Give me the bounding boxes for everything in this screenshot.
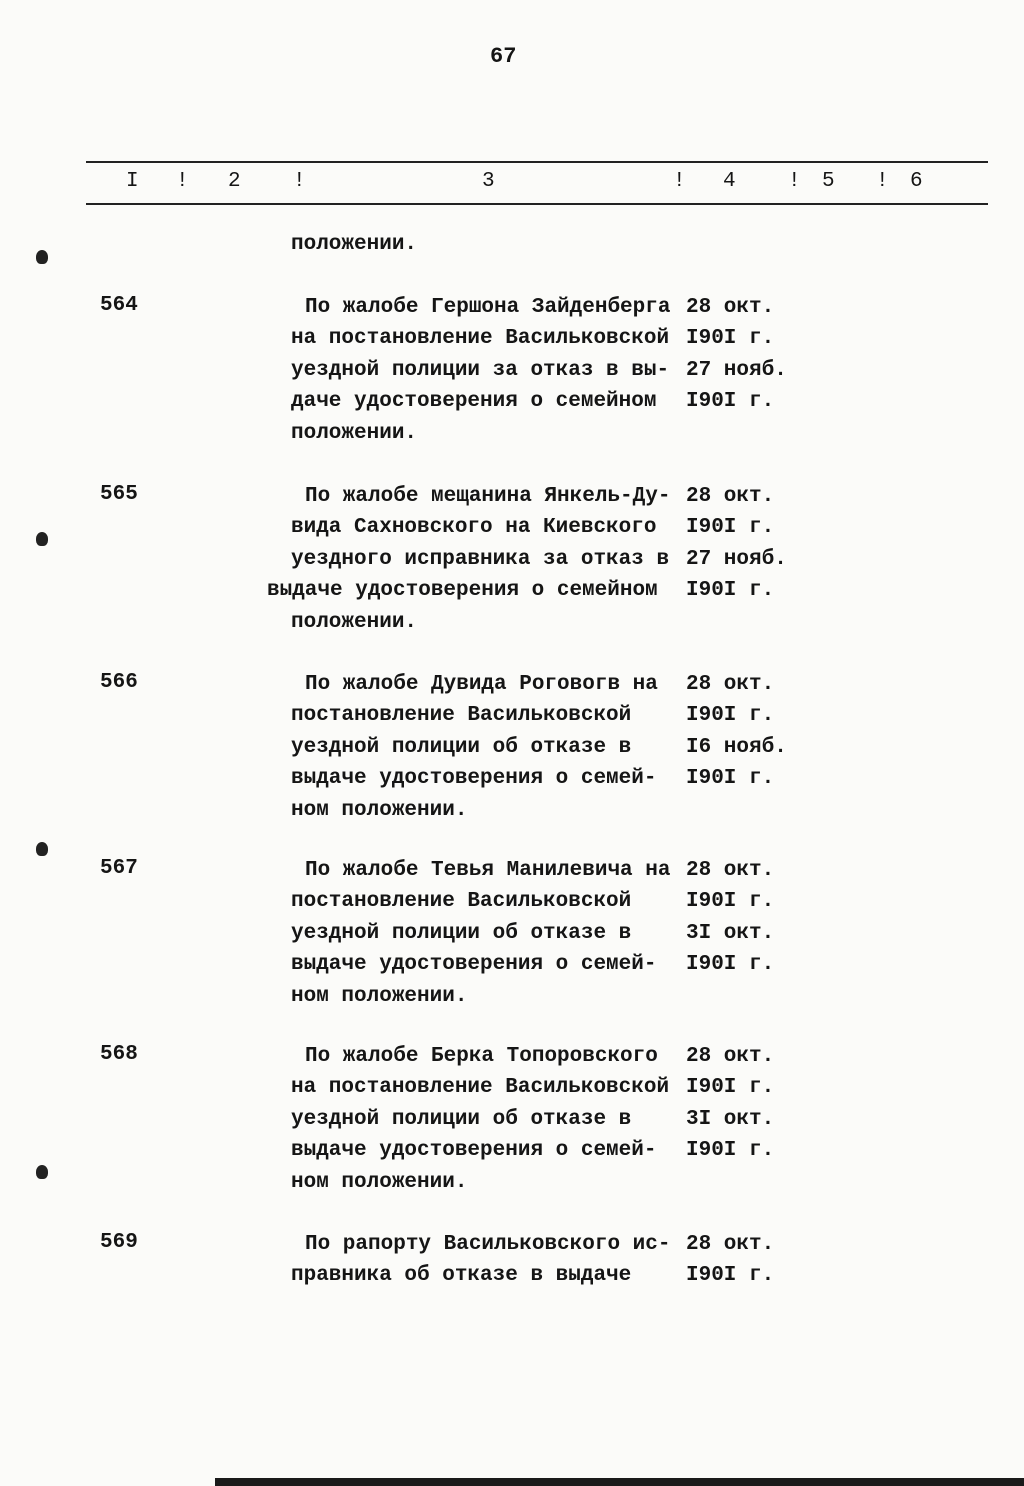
- entry-date-line: 28 окт.: [686, 859, 775, 882]
- page-edge-shadow: [215, 1478, 1024, 1486]
- entry-description-line: По жалобе Тевья Манилевича на: [305, 859, 671, 882]
- column-header: 2: [228, 170, 241, 193]
- entry-description-line: По рапорту Васильковского ис-: [305, 1233, 671, 1256]
- column-separator: !: [176, 170, 189, 193]
- entry-description-line: По жалобе Гершона Зайденберга: [305, 296, 671, 319]
- entry-description-line: ном положении.: [291, 984, 468, 1008]
- entry-description-line: на постановление Васильковской: [291, 327, 670, 351]
- entry-date-line: 3I окт.: [686, 921, 775, 945]
- entry-description-line: ном положении.: [291, 1170, 468, 1194]
- binding-hole-mark: [36, 250, 48, 264]
- entry-description-line: выдаче удостоверения о семей-: [291, 953, 657, 977]
- entry-description-line: постановление Васильковской: [291, 704, 632, 728]
- entry-description-line: уездной полиции об отказе в: [291, 735, 632, 759]
- entry-description-line: По жалобе Берка Топоровского: [305, 1045, 658, 1068]
- entry-date-line: I90I г.: [686, 1264, 775, 1288]
- binding-hole-mark: [36, 842, 48, 856]
- entry-date-line: 28 окт.: [686, 1233, 775, 1256]
- column-header: 3: [482, 170, 495, 193]
- entry-date-line: I90I г.: [686, 767, 775, 791]
- entry-date-line: I90I г.: [686, 704, 775, 728]
- entry-date-line: 28 окт.: [686, 485, 775, 508]
- entry-description-line: уездного исправника за отказ в: [291, 547, 670, 571]
- entry-description-line: правника об отказе в выдаче: [291, 1264, 632, 1288]
- entry-date-line: I90I г.: [686, 516, 775, 540]
- page-number: 67: [490, 44, 517, 69]
- entry-date-line: I90I г.: [686, 390, 775, 414]
- column-header: 4: [723, 170, 736, 193]
- entry-description-line: ном положении.: [291, 798, 468, 822]
- entry-description-line: положении.: [291, 610, 418, 634]
- entry-description-line: уездной полиции об отказе в: [291, 1107, 632, 1131]
- column-separator: !: [788, 170, 801, 193]
- binding-hole-mark: [36, 532, 48, 546]
- entry-date-line: I6 нояб.: [686, 735, 787, 759]
- column-header: 5: [822, 170, 835, 193]
- continuation-text: положении.: [291, 233, 418, 256]
- entry-date-line: 28 окт.: [686, 673, 775, 696]
- header-rule-bottom: [86, 203, 988, 205]
- column-header: 6: [910, 170, 923, 193]
- entry-description-line: даче удостоверения о семейном: [291, 390, 657, 414]
- entry-date-line: I90I г.: [686, 579, 775, 603]
- entry-date-line: I90I г.: [686, 327, 775, 351]
- entry-number: 568: [100, 1043, 138, 1066]
- entry-description-line: выдаче удостоверения о семей-: [291, 1139, 657, 1163]
- entry-date-line: 28 окт.: [686, 1045, 775, 1068]
- entry-number: 569: [100, 1231, 138, 1254]
- entry-description-line: положении.: [291, 421, 418, 445]
- entry-number: 565: [100, 483, 138, 506]
- entry-date-line: 28 окт.: [686, 296, 775, 319]
- entry-number: 566: [100, 671, 138, 694]
- entry-date-line: 27 нояб.: [686, 547, 787, 571]
- entry-number: 564: [100, 294, 138, 317]
- entry-date-line: 27 нояб.: [686, 358, 787, 382]
- entry-description-line: По жалобе мещанина Янкель-Ду-: [305, 485, 671, 508]
- column-header: I: [126, 170, 139, 193]
- binding-hole-mark: [36, 1165, 48, 1179]
- entry-description-line: на постановление Васильковской: [291, 1076, 670, 1100]
- entry-description-line: уездной полиции об отказе в: [291, 921, 632, 945]
- column-separator: !: [876, 170, 889, 193]
- entry-number: 567: [100, 857, 138, 880]
- entry-date-line: I90I г.: [686, 890, 775, 914]
- entry-date-line: I90I г.: [686, 953, 775, 977]
- column-separator: !: [293, 170, 306, 193]
- entry-date-line: I90I г.: [686, 1076, 775, 1100]
- entry-description-line: уездной полиции за отказ в вы-: [291, 358, 670, 382]
- entry-date-line: I90I г.: [686, 1139, 775, 1163]
- entry-description-line: выдаче удостоверения о семейном: [267, 579, 658, 603]
- entry-date-line: 3I окт.: [686, 1107, 775, 1131]
- entry-description-line: выдаче удостоверения о семей-: [291, 767, 657, 791]
- header-rule-top: [86, 161, 988, 163]
- entry-description-line: По жалобе Дувида Роговогв на: [305, 673, 658, 696]
- column-separator: !: [673, 170, 686, 193]
- entry-description-line: вида Сахновского на Киевского: [291, 516, 657, 540]
- entry-description-line: постановление Васильковской: [291, 890, 632, 914]
